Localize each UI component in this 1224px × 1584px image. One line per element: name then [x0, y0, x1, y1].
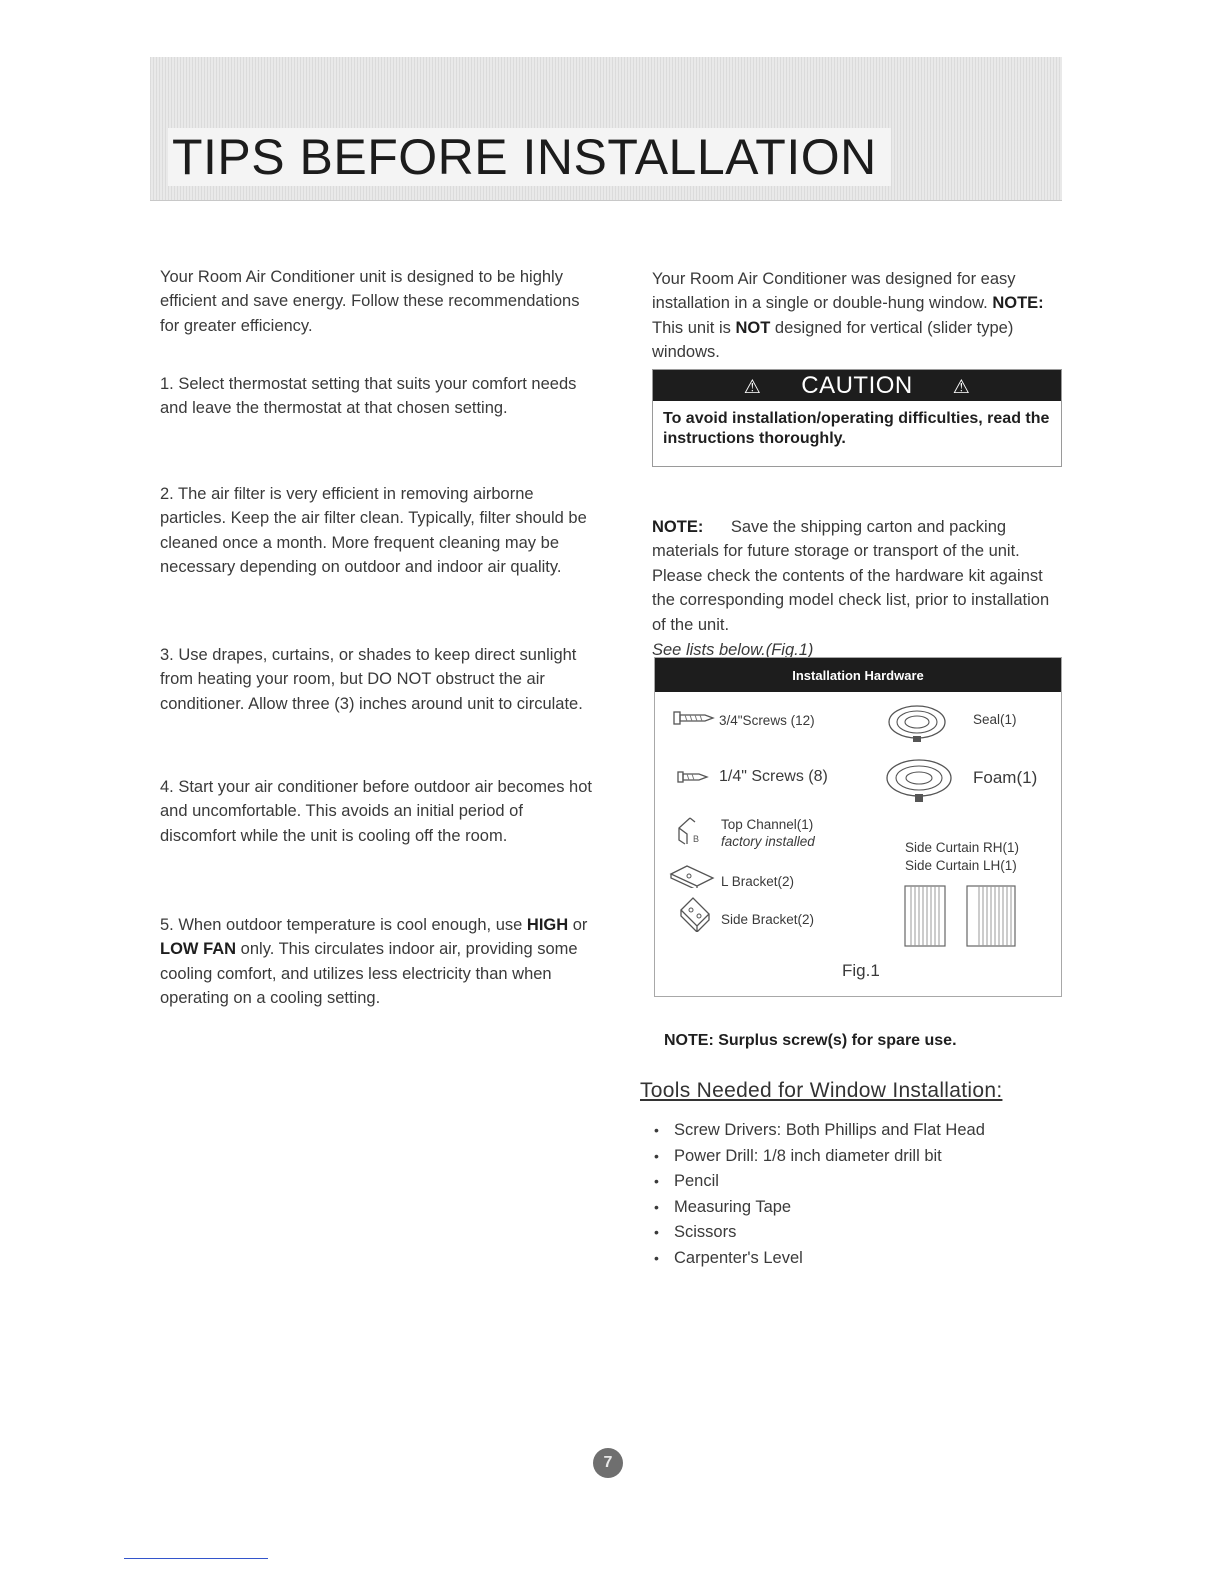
tip-5-text-b: only. This circulates indoor air, providing some cooling comfort, and utilizes less electricity than when operating on a cooling setting. [160, 940, 578, 1007]
caution-title: CAUTION [801, 372, 913, 399]
page-number: 7 [593, 1448, 623, 1478]
svg-text:B: B [693, 834, 700, 844]
right-intro [652, 267, 1072, 365]
footer-rule [124, 1558, 268, 1559]
installation-hardware-figure [654, 657, 1062, 997]
hardware-title: Installation Hardware [655, 658, 1061, 692]
factory-installed-label: factory installed [721, 834, 815, 849]
list-item: • Scissors [654, 1220, 985, 1246]
caution-text: To avoid installation/operating difficulties, read the instructions thoroughly. [663, 410, 1050, 447]
side-curtain-rh-label: Side Curtain RH(1) [905, 840, 1020, 855]
side-curtain-rh-icon [899, 880, 969, 954]
page-title: TIPS BEFORE INSTALLATION [168, 128, 891, 186]
tip-5-or: or [572, 915, 588, 934]
surplus-note: NOTE: Surplus screw(s) for spare use. [664, 1032, 957, 1049]
intro-paragraph: Your Room Air Conditioner unit is designed to be highly efficient and save energy. Follow these recommendations for greater efficiency. [160, 267, 580, 335]
right-intro-b: This unit is [652, 318, 731, 337]
screws-3-4-label: 3/4"Screws (12) [719, 713, 815, 728]
tip-5-low-fan: LOW FAN [160, 940, 237, 958]
not-word: NOT [735, 318, 771, 337]
note-2-label: NOTE: [652, 517, 704, 536]
tip-4: 4. Start your air conditioner before outdoor air becomes hot and uncomfortable. This avoids an initial period of discomfort while the unit is cooling off the room. [160, 777, 592, 845]
tip-5 [160, 913, 600, 1011]
note-label: NOTE: [992, 294, 1044, 312]
warning-icon: ⚠ [743, 377, 762, 398]
top-channel-label: Top Channel(1) [721, 817, 814, 832]
long-screw-icon [673, 710, 715, 726]
foam-icon [883, 756, 955, 804]
l-bracket-icon [669, 864, 715, 888]
foam-label: Foam(1) [973, 768, 1038, 787]
tip-2: 2. The air filter is very efficient in removing airborne particles. Keep the air filter clean. Typically, filter should be cleaned once a month. More frequent cleaning may be necessary depending on outdoor and indoor air quality. [160, 484, 587, 576]
note-2 [652, 515, 1057, 638]
list-item: • Carpenter's Level [654, 1246, 985, 1272]
warning-icon: ⚠ [952, 377, 971, 398]
short-screw-icon [677, 770, 709, 784]
caution-header [653, 370, 1061, 401]
right-intro-c: designed for vertical (slider type) windows. [652, 318, 1014, 361]
side-curtain-lh-icon [961, 880, 1023, 954]
l-bracket-label: L Bracket(2) [721, 874, 795, 889]
side-bracket-icon [677, 896, 713, 932]
tip-1: 1. Select thermostat setting that suits your comfort needs and leave the thermostat at that chosen setting. [160, 374, 577, 417]
note-2-text: Save the shipping carton and packing materials for future storage or transport of the unit. Please check the contents of the hardware kit against the corresponding model check list, prior to installation of the unit. [652, 517, 1050, 634]
tip-5-text-a: 5. When outdoor temperature is cool enough, use [160, 915, 523, 934]
screws-1-4-label: 1/4" Screws (8) [719, 768, 828, 785]
caution-box [652, 369, 1062, 467]
side-bracket-label: Side Bracket(2) [721, 912, 815, 927]
tools-list [654, 1118, 985, 1271]
seal-icon [885, 702, 949, 744]
list-item: • Power Drill: 1/8 inch diameter drill bit [654, 1144, 985, 1170]
list-item: • Measuring Tape [654, 1195, 985, 1221]
see-lists: See lists below.(Fig.1) [652, 640, 814, 659]
top-channel-icon [675, 816, 705, 846]
list-item: • Pencil [654, 1169, 985, 1195]
side-curtain-lh-label: Side Curtain LH(1) [905, 858, 1017, 873]
figure-label: Fig.1 [842, 961, 880, 980]
right-intro-a: Your Room Air Conditioner was designed for easy installation in a single or double-hung window. [652, 269, 1016, 312]
tip-5-high: HIGH [526, 915, 569, 934]
list-item: • Screw Drivers: Both Phillips and Flat Head [654, 1118, 985, 1144]
tools-title: Tools Needed for Window Installation: [640, 1079, 1003, 1102]
tip-3: 3. Use drapes, curtains, or shades to keep direct sunlight from heating your room, but DO NOT obstruct the air conditioner. Allow three (3) inches around unit to circulate. [160, 645, 583, 713]
seal-label: Seal(1) [973, 712, 1017, 727]
